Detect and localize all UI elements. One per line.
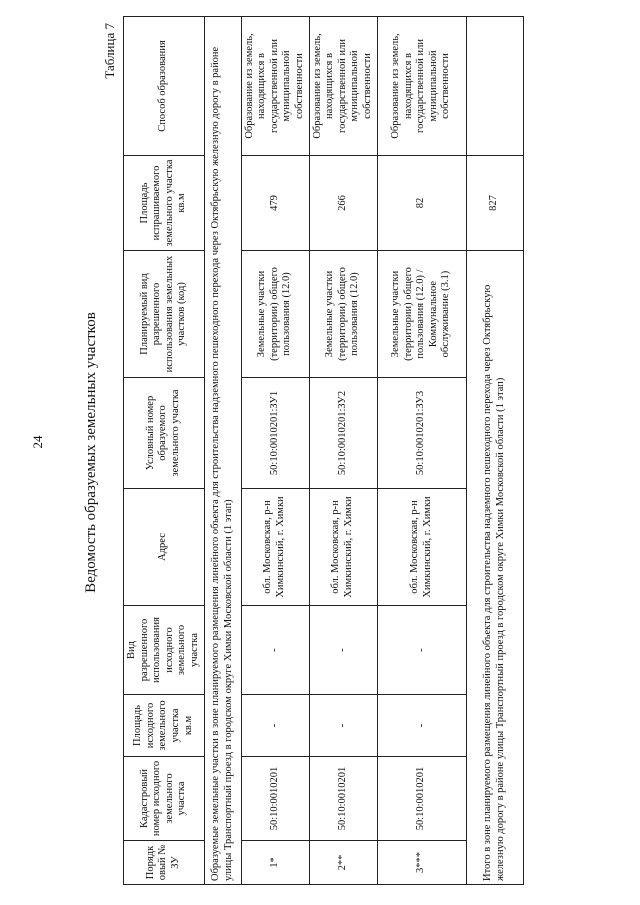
total-row bbox=[466, 17, 523, 885]
total-label: Итого в зоне планируемого размещения линейного объекта для строительства надземного пешеходного перехода через Октябрьскую железную дорогу в районе улицы Транспортный проезд в городском округе Химки Московской области (1 этап) bbox=[466, 251, 523, 885]
table-row bbox=[309, 17, 377, 885]
column-header-address: Адрес bbox=[124, 489, 205, 606]
cell-address: обл. Московская, р-н Химкинский, г. Химки bbox=[309, 489, 377, 606]
table-caption: Таблица 7 bbox=[102, 23, 117, 79]
cell-permitted-use: - bbox=[241, 606, 309, 695]
column-header-source-area: Площадь исходного земельного участка кв.м bbox=[124, 695, 205, 757]
cell-planned-use: Земельные участки (территории) общего пользования (12.0) bbox=[309, 251, 377, 378]
column-header-conditional-number: Условный номер образуемого земельного участка bbox=[124, 378, 205, 489]
cell-number: 3*** bbox=[377, 841, 466, 885]
cell-conditional-number: 50:10:0010201:ЗУ2 bbox=[309, 378, 377, 489]
cell-conditional-number: 50:10:0010201:ЗУ1 bbox=[241, 378, 309, 489]
cell-number: 2** bbox=[309, 841, 377, 885]
cell-permitted-use: - bbox=[309, 606, 377, 695]
cell-cadastral: 50:10:0010201 bbox=[241, 757, 309, 841]
cell-source-area: - bbox=[309, 695, 377, 757]
cell-source-area: - bbox=[241, 695, 309, 757]
cell-source-area: - bbox=[377, 695, 466, 757]
cell-cadastral: 50:10:0010201 bbox=[377, 757, 466, 841]
column-header-requested-area: Площадь испрашиваемого земельного участка кв.м bbox=[124, 156, 205, 251]
cell-cadastral: 50:10:0010201 bbox=[309, 757, 377, 841]
table-row bbox=[241, 17, 309, 885]
cell-address: обл. Московская, р-н Химкинский, г. Химки bbox=[241, 489, 309, 606]
cell-requested-area: 266 bbox=[309, 156, 377, 251]
cell-requested-area: 82 bbox=[377, 156, 466, 251]
cell-formation-method: Образование из земель, находящихся в государственной или муниципальной собственности bbox=[309, 17, 377, 156]
cell-conditional-number: 50:10:0010201:ЗУ3 bbox=[377, 378, 466, 489]
cell-planned-use: Земельные участки (территории) общего пользования (12.0) / Коммунальное обслуживание (3.1) bbox=[377, 251, 466, 378]
cell-number: 1* bbox=[241, 841, 309, 885]
column-header-number: Порядковый № ЗУ bbox=[124, 841, 205, 885]
document-title: Ведомость образуемых земельных участков bbox=[83, 312, 99, 593]
cell-address: обл. Московская, р-н Химкинский, г. Химки bbox=[377, 489, 466, 606]
cell-requested-area: 479 bbox=[241, 156, 309, 251]
column-header-cadastral: Кадастровый номер исходного земельного участка bbox=[124, 757, 205, 841]
column-header-formation-method: Способ образования bbox=[124, 17, 205, 156]
cell-planned-use: Земельные участки (территории) общего пользования (12.0) bbox=[241, 251, 309, 378]
table-row bbox=[377, 17, 466, 885]
column-header-permitted-use: Вид разрешенного использования исходного земельного участка bbox=[124, 606, 205, 695]
total-value: 827 bbox=[466, 156, 523, 251]
section-row bbox=[204, 17, 241, 885]
cell-formation-method: Образование из земель, находящихся в государственной или муниципальной собственности bbox=[241, 17, 309, 156]
total-empty-cell bbox=[466, 17, 523, 156]
land-plots-table bbox=[123, 16, 524, 885]
column-header-planned-use: Планируемый вид разрешенного использования земельных участков (код) bbox=[124, 251, 205, 378]
page-number: 24 bbox=[30, 435, 45, 449]
cell-permitted-use: - bbox=[377, 606, 466, 695]
header-row bbox=[124, 17, 205, 885]
section-description: Образуемые земельные участки в зоне планируемого размещения линейного объекта для строительства надземного пешеходного перехода через Октябрьскую железную дорогу в районе улицы Транспортный проезд в городском округе Химки Московской области (1 этап) bbox=[204, 17, 241, 885]
cell-formation-method: Образование из земель, находящихся в государственной или муниципальной собственности bbox=[377, 17, 466, 156]
